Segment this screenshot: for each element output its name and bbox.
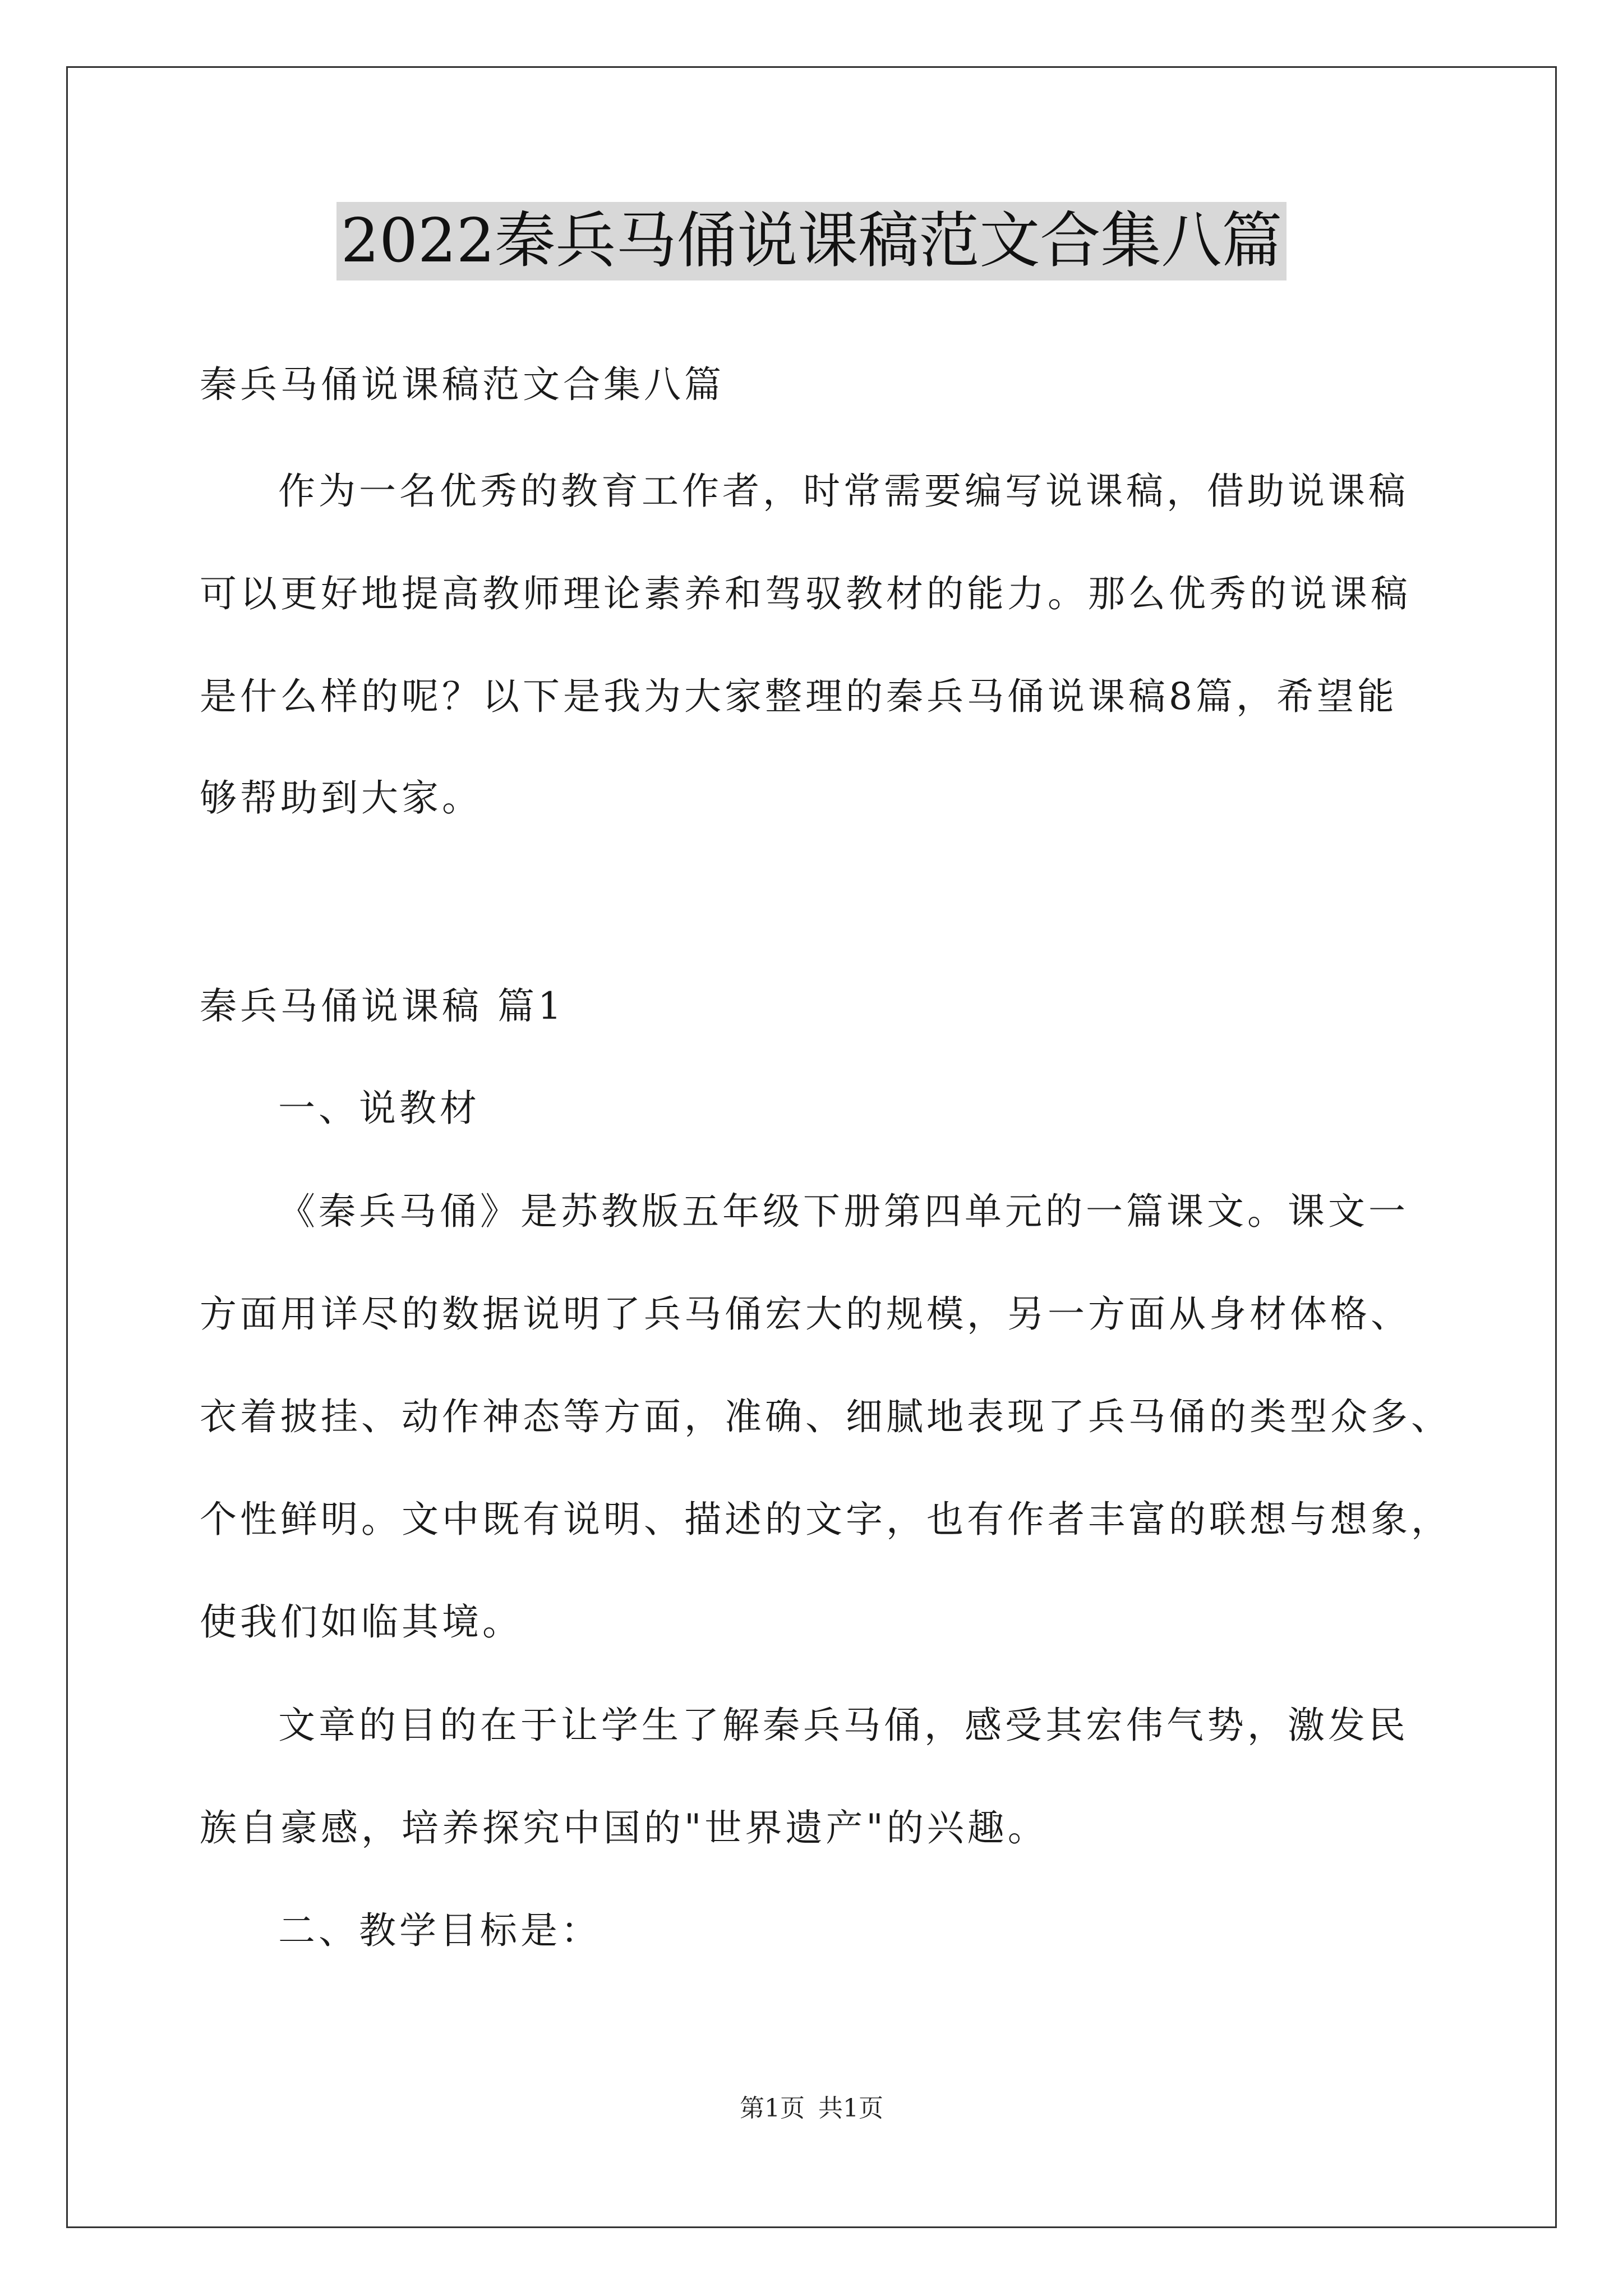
intro-line-3: 是什么样的呢？以下是我为大家整理的秦兵马俑说课稿8篇，希望能 bbox=[200, 675, 1398, 718]
paragraph-1-line-1: 《秦兵马俑》是苏教版五年级下册第四单元的一篇课文。课文一 bbox=[278, 1190, 1409, 1233]
intro-line-2: 可以更好地提高教师理论素养和驾驭教材的能力。那么优秀的说课稿 bbox=[200, 572, 1411, 615]
intro-line-4: 够帮助到大家。 bbox=[200, 776, 482, 820]
paragraph-1-line-3: 衣着披挂、动作神态等方面，准确、细腻地表现了兵马俑的类型众多、 bbox=[200, 1395, 1451, 1438]
intro-line-1: 作为一名优秀的教育工作者，时常需要编写说课稿，借助说课稿 bbox=[278, 470, 1409, 513]
title-container bbox=[0, 202, 1623, 280]
subheading-teaching-material: 一、说教材 bbox=[278, 1087, 480, 1130]
paragraph-2-line-1: 文章的目的在于让学生了解秦兵马俑，感受其宏伟气势，激发民 bbox=[278, 1704, 1409, 1747]
paragraph-1-line-4: 个性鲜明。文中既有说明、描述的文字，也有作者丰富的联想与想象， bbox=[200, 1498, 1451, 1541]
document-title: 2022秦兵马俑说课稿范文合集八篇 bbox=[336, 202, 1287, 280]
section-heading: 秦兵马俑说课稿 篇1 bbox=[200, 984, 565, 1028]
subtitle-line: 秦兵马俑说课稿范文合集八篇 bbox=[200, 363, 725, 406]
paragraph-2-line-2: 族自豪感，培养探究中国的"世界遗产"的兴趣。 bbox=[200, 1806, 1048, 1849]
paragraph-1-line-2: 方面用详尽的数据说明了兵马俑宏大的规模，另一方面从身材体格、 bbox=[200, 1292, 1411, 1336]
page-footer: 第1页 共1页 bbox=[740, 2094, 883, 2123]
subheading-teaching-goals: 二、教学目标是： bbox=[278, 1909, 601, 1952]
paragraph-1-line-5: 使我们如临其境。 bbox=[200, 1600, 523, 1644]
